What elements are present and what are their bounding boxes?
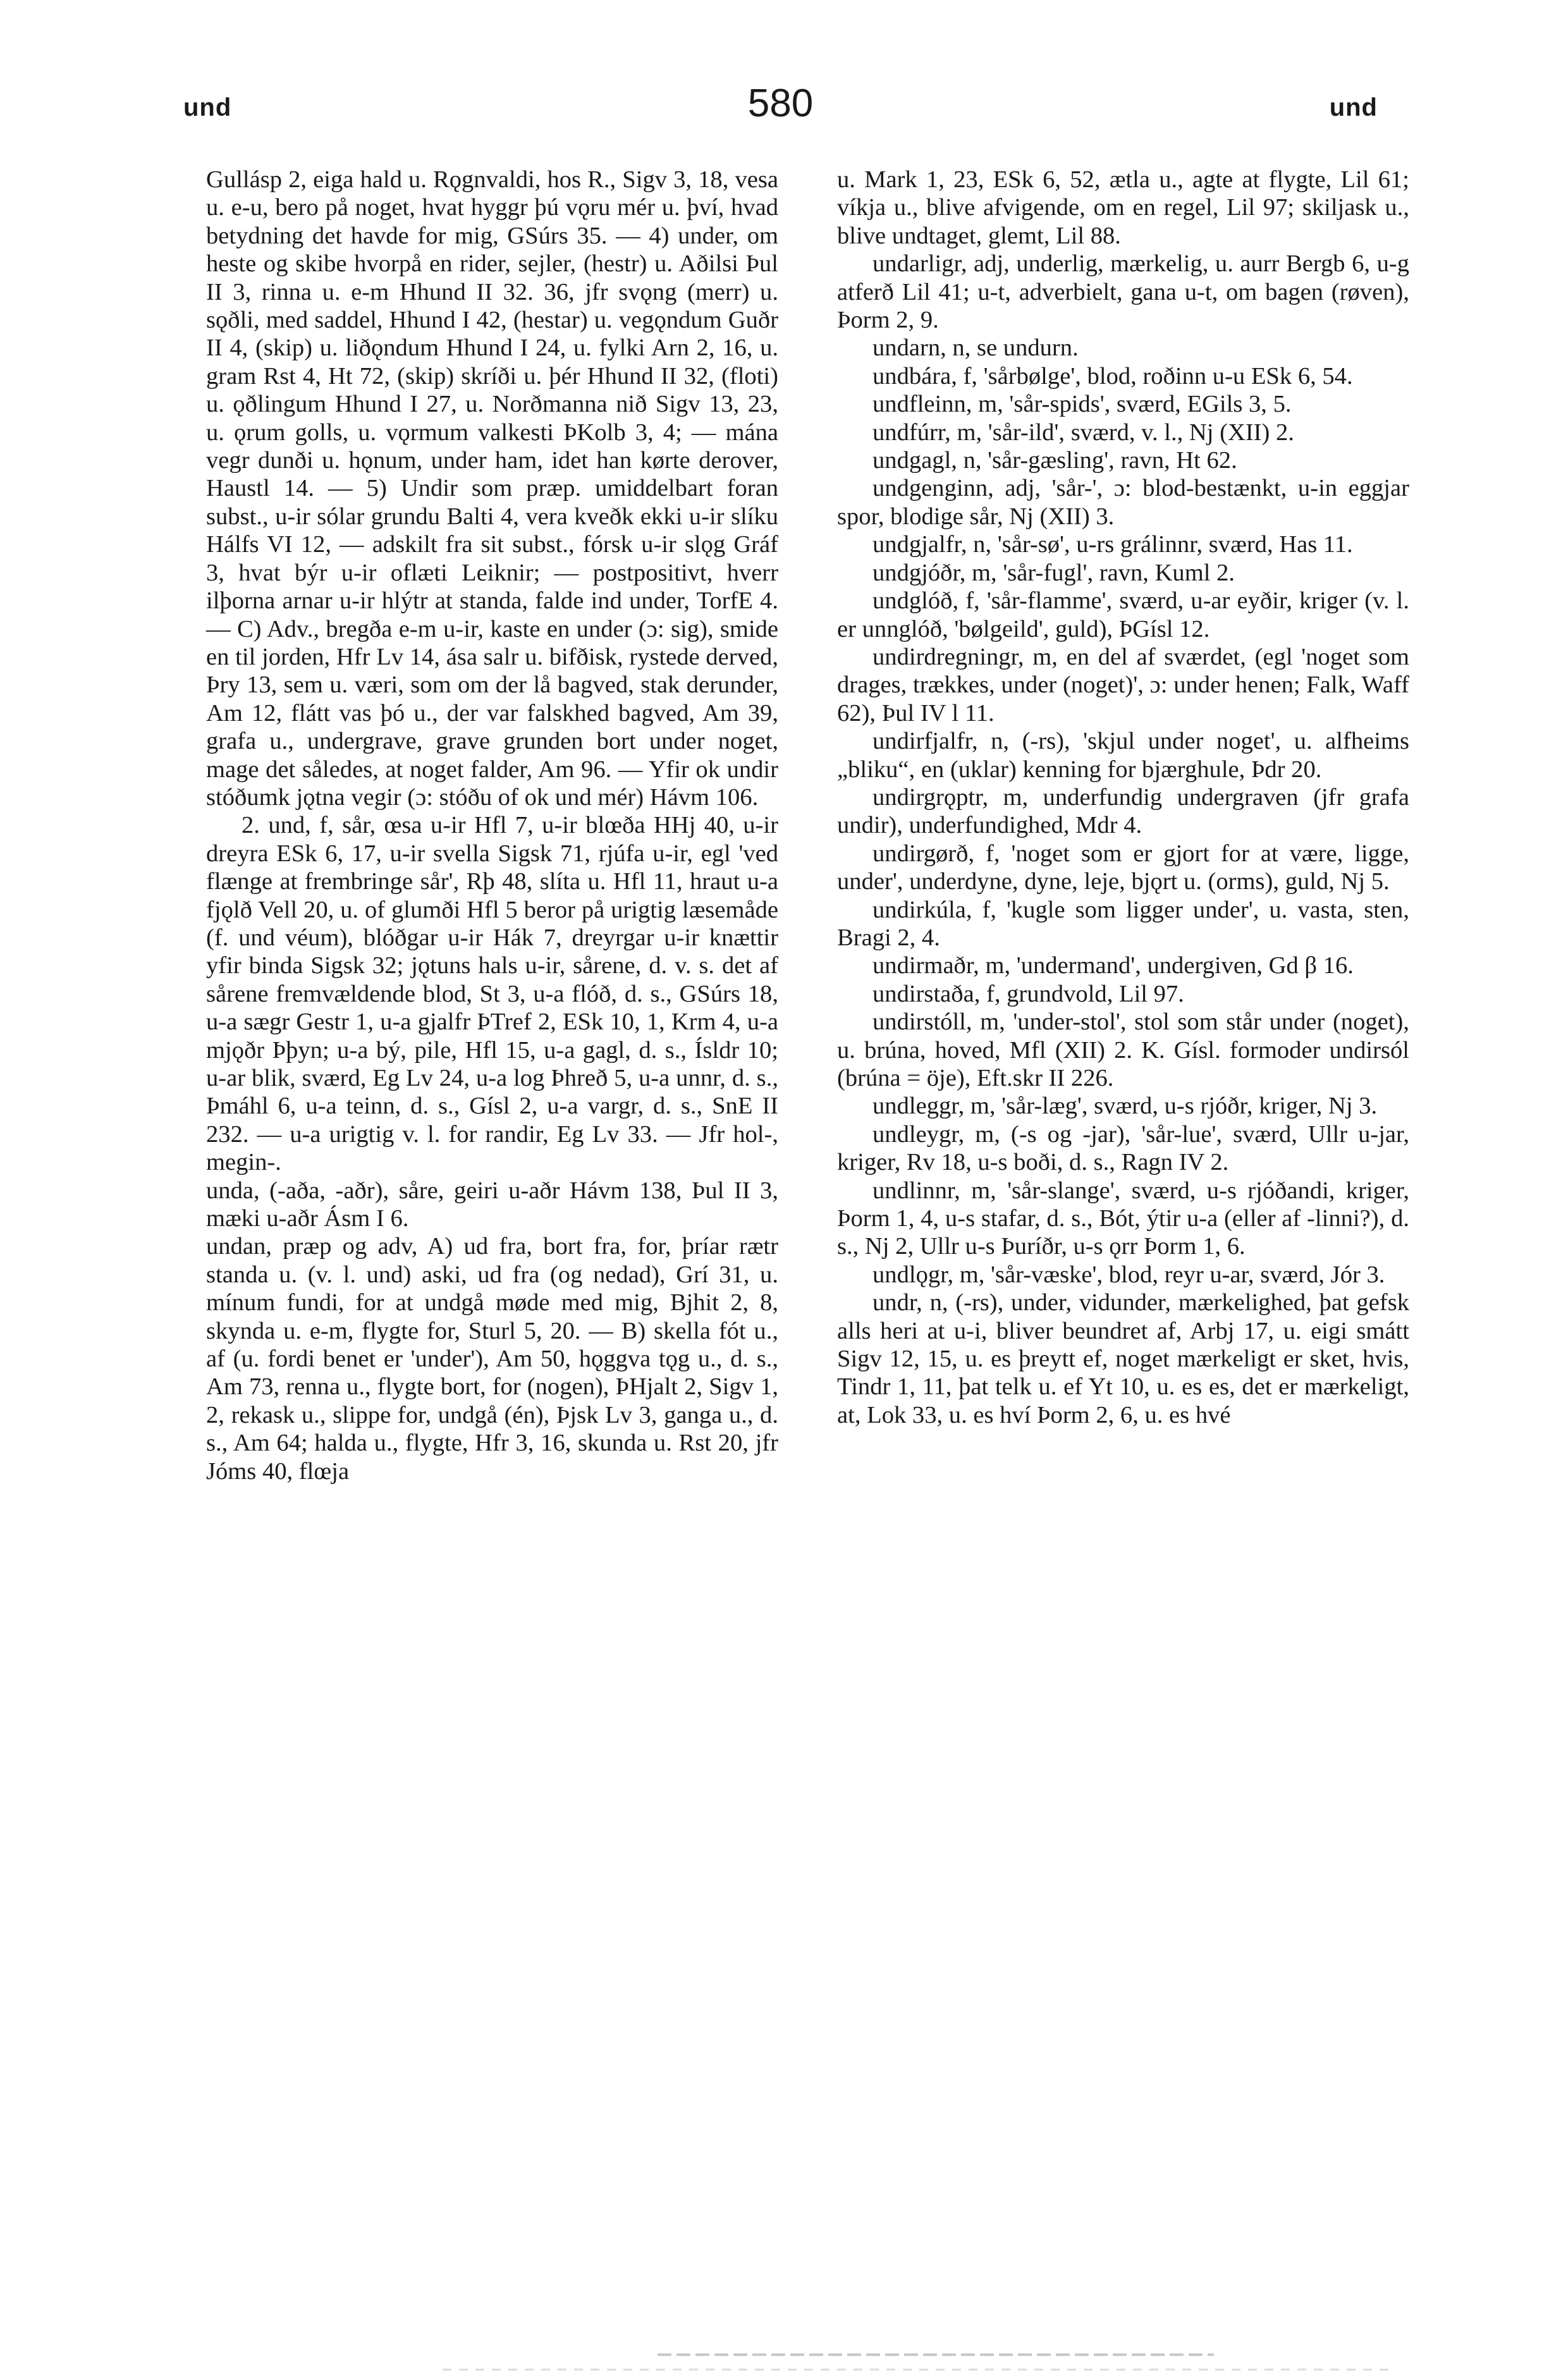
right-column-entry: undleggr, m, 'sår-læg', sværd, u-s rjóðr, kriger, Nj 3. (872, 1093, 1378, 1120)
right-column-entry: undgjóðr, m, 'sår-fugl', ravn, Kuml 2. (872, 559, 1235, 586)
right-column-entry: undfúrr, m, 'sår-ild', sværd, v. l., Nj (XII) 2. (872, 419, 1294, 446)
right-column-entry: undleygr, m, (-s og -jar), 'sår-lue', sværd, Ullr u-jar, kriger, Rv 18, u-s boði, d. s., Ragn IV 2. (837, 1120, 1409, 1176)
page-number: 580 (747, 82, 814, 125)
right-column-entry: undirmaðr, m, 'undermand', undergiven, Gd β 16. (872, 952, 1354, 979)
right-column-entry: undirstóll, m, 'under-stol', stol som står under (noget), u. brúna, hoved, Mfl (XII) 2. K. Gísl. formoder undirsól (brúna = öje), Eft.skr II 226. (837, 1009, 1409, 1091)
right-column-entry: undbára, f, 'sårbølge', blod, roðinn u-u ESk 6, 54. (872, 362, 1353, 390)
right-column-entry: undgagl, n, 'sår-gæsling', ravn, Ht 62. (872, 447, 1237, 474)
right-column-entry: undr, n, (-rs), under, vidunder, mærkelighed, þat gefsk alls heri at u-i, bliver beundret af, Arbj 17, u. eigi smátt Sigv 12, 15, u. es þreytt ef, noget mærkeligt er sket, hvis, Tindr 1, 11, þat telk u. ef Yt 10, u. es es, det er mærkeligt, at, Lok 33, u. es hví Þorm 2, 6, u. es hvé (837, 1289, 1409, 1428)
right-column-entry: undgenginn, adj, 'sår-', ɔ: blod-bestænkt, u-in eggjar spor, blodige sår, Nj (XII) 3. (837, 475, 1409, 530)
bottom-edge-rule-lower (443, 2369, 1391, 2371)
bottom-edge-rule (658, 2353, 1214, 2356)
right-column-entry: undirdregningr, m, en del af sværdet, (egl 'noget som drages, trækkes, under (noget)', ɔ: under henen; Falk, Waff 62), Þul IV l 11. (837, 643, 1409, 727)
left-column-entry: unda, (-aða, -aðr), såre, geiri u-aðr Hávm 138, Þul II 3, mæki u-aðr Ásm I 6. (206, 1177, 778, 1232)
right-column-entry: undirstaða, f, grundvold, Lil 97. (872, 980, 1184, 1007)
right-column-entry: u. Mark 1, 23, ESk 6, 52, ætla u., agte at flygte, Lil 61; víkja u., blive afvigende, om en regel, Lil 97; skiljask u., blive undtaget, glemt, Lil 88. (837, 166, 1409, 249)
left-column-entry: undan, præp og adv, A) ud fra, bort fra, for, þríar rætr standa u. (v. l. und) aski, ud fra (og nedad), Grí 31, u. mínum fundi, for at undgå møde med mig, Bjhit 2, 8, skynda u. e-m, flygte for, Sturl 5, 20. — B) skella fót u., af (u. fordi benet er 'under'), Am 50, hǫggva tǫg u., d. s., Am 73, renna u., flygte bort, for (nogen), ÞHjalt 2, Sigv 1, 2, rekask u., slippe for, undgå (én), Þjsk Lv 3, ganga u., d. s., Am 64; halda u., flygte, Hfr 3, 16, skunda u. Rst 20, jfr Jóms 40, flœja (206, 1233, 778, 1485)
right-column-entry: undirkúla, f, 'kugle som ligger under', u. vasta, sten, Bragi 2, 4. (837, 896, 1409, 951)
header-right-word: und (1329, 94, 1378, 121)
running-head (183, 81, 1378, 132)
left-column (206, 166, 778, 1485)
right-column (837, 166, 1409, 1429)
right-column-entry: undglóð, f, 'sår-flamme', sværd, u-ar eyðir, kriger (v. l. er unnglóð, 'bølgeild', guld), ÞGísl 12. (837, 587, 1409, 642)
right-column-entry: undlǫgr, m, 'sår-væske', blod, reyr u-ar, sværd, Jór 3. (872, 1261, 1385, 1288)
right-column-entry: undgjalfr, n, 'sår-sø', u-rs grálinnr, sværd, Has 11. (872, 531, 1353, 558)
right-column-entry: undlinnr, m, 'sår-slange', sværd, u-s rjóðandi, kriger, Þorm 1, 4, u-s stafar, d. s., Bót, ýtir u-a (eller af -linni?), d. s., Nj 2, Ullr u-s Þuríðr, u-s ǫrr Þorm 1, 6. (837, 1177, 1409, 1260)
left-column-entry: 2. und, f, sår, œsa u-ir Hfl 7, u-ir blœða HHj 40, u-ir dreyra ESk 6, 17, u-ir svella Sigsk 71, rjúfa u-ir, egl 'ved flænge at frembringe sår', Rþ 48, slíta u. Hfl 11, hraut u-a fjǫlð Vell 20, u. of glumði Hfl 5 beror på urigtig læsemåde (f. und véum), blóðgar u-ir Hák 7, dreyrgar u-ir knættir yfir binda Sigsk 32; jǫtuns hals u-ir, sårene, d. v. s. det af sårene fremvældende blod, St 3, u-a flóð, d. s., GSúrs 18, u-a sægr Gestr 1, u-a gjalfr ÞTref 2, ESk 10, 1, Krm 4, u-a mjǫðr Þþyn; u-a bý, pile, Hfl 15, u-a gagl, d. s., Ísldr 10; u-ar blik, sværd, Eg Lv 24, u-a log Þhreð 5, u-a unnr, d. s., Þmáhl 6, u-a teinn, d. s., Gísl 2, u-a vargr, d. s., SnE II 232. — u-a urigtig v. l. for randir, Eg Lv 33. — Jfr hol-, megin-. (206, 812, 778, 1176)
header-left-word: und (183, 94, 232, 121)
right-column-entry: undirfjalfr, n, (-rs), 'skjul under noget', u. alfheims „bliku“, en (uklar) kenning for bjærghule, Þdr 20. (837, 728, 1409, 783)
right-column-entry: undirgrǫptr, m, underfundig undergraven (jfr grafa undir), underfundighed, Mdr 4. (837, 783, 1409, 839)
right-column-entry: undarligr, adj, underlig, mærkelig, u. aurr Bergb 6, u-g atferð Lil 41; u-t, adverbielt, gana u-t, om bagen (røven), Þorm 2, 9. (837, 250, 1409, 334)
left-column-entry: Gullásp 2, eiga hald u. Rǫgnvaldi, hos R., Sigv 3, 18, vesa u. e-u, bero på noget, hvat hyggr þú vǫru mér u. því, hvad betydning det havde for mig, GSúrs 35. — 4) under, om heste og skibe hvorpå en rider, sejler, (hestr) u. Aðilsi Þul II 3, rinna u. e-m Hhund II 32. 36, jfr svǫng (merr) u. sǫðli, med saddel, Hhund I 42, (hestar) u. vegǫndum Guðr II 4, (skip) u. liðǫndum Hhund I 24, u. fylki Arn 2, 16, u. gram Rst 4, Ht 72, (skip) skríði u. þér Hhund II 32, (floti) u. ǫðlingum Hhund I 27, u. Norðmanna nið Sigv 13, 23, u. ǫrum golls, u. vǫrmum valkesti ÞKolb 3, 4; — mána vegr dunði u. hǫnum, under ham, idet han kørte derover, Haustl 14. — 5) Undir som præp. umiddelbart foran subst., u-ir sólar grundu Balti 4, vera kveðk ekki u-ir slíku Hálfs VI 12, — adskilt fra sit subst., fórsk u-ir slǫg Gráf 3, hvat býr u-ir oflæti Leiknir; — postpositivt, hverr ilþorna arnar u-ir hlýtr at standa, falde ind under, TorfE 4. — C) Adv., bregða e-m u-ir, kaste en under (ɔ: sig), smide en til jorden, Hfr Lv 14, ása salr u. bifðisk, rystede derved, Þry 13, sem u. væri, som om der lå bagved, stak derunder, Am 12, flátt vas þó u., der var falskhed bagved, Am 39, grafa u., undergrave, grave grunden bort under noget, mage det således, at noget falder, Am 96. — Yfir ok undir stóðumk jǫtna vegir (ɔ: stóðu of ok und mér) Hávm 106. (206, 166, 778, 811)
right-column-entry: undfleinn, m, 'sår-spids', sværd, EGils 3, 5. (872, 391, 1292, 418)
right-column-entry: undarn, n, se undurn. (872, 334, 1079, 362)
right-column-entry: undirgørð, f, 'noget som er gjort for at være, ligge, under', underdyne, dyne, leje, bjǫrt u. (orms), guld, Nj 5. (837, 840, 1409, 895)
